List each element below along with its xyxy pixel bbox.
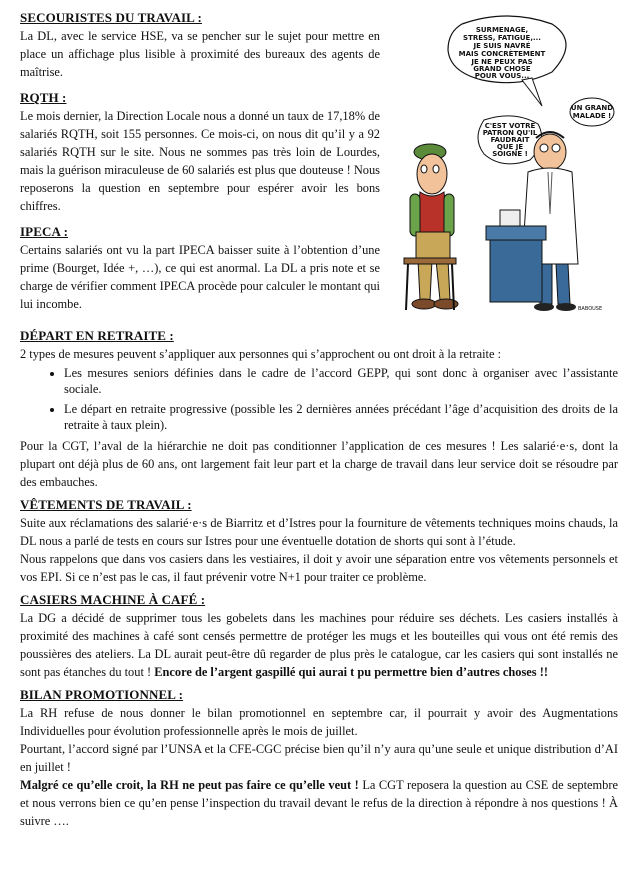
svg-text:POUR VOUS...: POUR VOUS...	[474, 72, 530, 80]
svg-text:JE NE PEUX PAS: JE NE PEUX PAS	[471, 58, 533, 66]
text-secouristes: La DL, avec le service HSE, va se pencher sur le sujet pour mettre en place un affichage plus lisible à proximité des bureaux des agents de maîtrise.	[20, 29, 380, 79]
left-column	[20, 10, 380, 313]
text-bilan-3	[20, 776, 618, 830]
section-ipeca	[20, 224, 380, 313]
text-casiers	[20, 609, 618, 681]
document-page	[20, 10, 618, 830]
text-retraite: Pour la CGT, l’aval de la hiérarchie ne doit pas conditionner l’application de ces mesures ! Les salarié·e·s, dont la plupart ont déjà plus de 60 ans, ont largement fait leur part et la charge de travail dans leur service doit se résoudre par des embauches.	[20, 439, 618, 489]
text-bilan-1: La RH refuse de nous donner le bilan promotionnel en septembre car, il pourrait y avoir des Augmentations Individuelles pour évolution professionnelle après le mois de juillet.	[20, 706, 618, 738]
svg-text:JE SUIS NAVRÉ: JE SUIS NAVRÉ	[473, 42, 531, 50]
heading-ipeca: IPECA :	[20, 224, 69, 239]
text-casiers-body: La DG a décidé de supprimer tous les gobelets dans les machines pour réduire ses déchets. Les casiers installés à proximité des machines à café sont censés permettre de protéger les mugs et les bouteilles qui vous ont été remis des poussières des ateliers. La DL aurait peut-être dû regarder de plus près le catalogue, car les casiers qui sont installés ne sont pas étanches du tout !	[20, 611, 618, 679]
text-casiers-bold: Encore de l’argent gaspillé qui aurai t pu permettre bien d’autres choses !!	[154, 665, 548, 679]
text-bilan-end: La CGT reposera la question au CSE de septembre et nous verrons bien ce qu’en pense l’inspection du travail devant le refus de la direction à répondre à nos questions ! À suivre ….	[20, 778, 619, 828]
list-item: • Le départ en retraite progressive (possible les 2 dernières années précédant l’âge d’acquisition des droits de la retraite à taux plein).	[64, 401, 618, 433]
section-retraite	[20, 328, 618, 491]
text-bilan-bold: Malgré ce qu’elle croit, la RH ne peut pas faire ce qu’elle veut !	[20, 778, 359, 792]
svg-text:STRESS, FATIGUE,...: STRESS, FATIGUE,...	[463, 34, 541, 42]
svg-text:SOIGNE !: SOIGNE !	[492, 150, 528, 158]
svg-text:GRAND CHOSE: GRAND CHOSE	[473, 65, 531, 73]
cartoon-illustration	[402, 14, 618, 316]
section-vetements	[20, 497, 618, 586]
retraite-bullet-list	[20, 365, 618, 433]
heading-secouristes: SECOURISTES DU TRAVAIL :	[20, 10, 202, 25]
heading-rqth: RQTH :	[20, 90, 67, 105]
bubble-patient-text	[571, 104, 613, 120]
heading-retraite: DÉPART EN RETRAITE :	[20, 328, 174, 343]
svg-text:PATRON QU'IL: PATRON QU'IL	[482, 129, 538, 137]
top-block	[20, 10, 618, 328]
svg-text:MALADE !: MALADE !	[572, 112, 612, 120]
cartoon-signature: BABOUSE	[578, 306, 603, 312]
heading-vetements: VÊTEMENTS DE TRAVAIL :	[20, 497, 192, 512]
patient-figure	[404, 144, 458, 310]
section-bilan	[20, 687, 618, 830]
svg-text:MAIS CONCRÈTEMENT: MAIS CONCRÈTEMENT	[458, 50, 546, 58]
section-casiers	[20, 592, 618, 681]
text-vetements-2: Nous rappelons que dans vos casiers dans les vestiaires, il doit y avoir une séparation entre vos vêtements personnels et vos EPI. Si ce n’est pas le cas, il faut prévenir votre N+1 pour traiter ce problème.	[20, 552, 618, 584]
svg-text:UN GRAND: UN GRAND	[570, 104, 614, 112]
section-rqth	[20, 90, 380, 215]
svg-text:FAUDRAIT: FAUDRAIT	[490, 136, 530, 144]
heading-bilan: BILAN PROMOTIONNEL :	[20, 687, 184, 702]
heading-casiers: CASIERS MACHINE À CAFÉ :	[20, 592, 206, 607]
text-retraite-intro: 2 types de mesures peuvent s’appliquer aux personnes qui s’approchent ou ont droit à la retraite :	[20, 347, 502, 361]
section-secouristes	[20, 10, 380, 81]
list-item: • Les mesures seniors définies dans le cadre de l’accord GEPP, qui sont donc à organiser avec l’assistante sociale.	[64, 365, 618, 397]
text-ipeca: Certains salariés ont vu la part IPECA baisser suite à l’obtention d’une prime (Bourget, Idée +, …), ce qui est anormal. La DL a pris note et se charge de vérifier comment IPECA procède pour calculer le montant qui lui incombe.	[20, 243, 380, 311]
svg-text:QUE JE: QUE JE	[496, 143, 524, 151]
text-rqth: Le mois dernier, la Direction Locale nous a donné un taux de 17,18% de salariés RQTH, soit 155 personnes. Ce mois-ci, on nous dit qu’il y a 92 salariés RQTH sur le site. Nous ne sommes pas très loin de Lourdes, mais la guérison miraculeuse de 60 salariés est plus que douteuse ! Nous reposerons la question en septembre pour espérer avoir les bons chiffres.	[20, 109, 380, 213]
svg-text:SURMENAGE,: SURMENAGE,	[475, 26, 529, 34]
text-vetements-1: Suite aux réclamations des salarié·e·s de Biarritz et d’Istres pour la fourniture de vêtements techniques moins chauds, la DL nous a parlé de tests en cours sur Istres pour une éventuelle dotation de shorts qui sont à l’étude.	[20, 516, 618, 548]
svg-text:C'EST VOTRE: C'EST VOTRE	[484, 122, 536, 130]
text-bilan-2: Pourtant, l’accord signé par l’UNSA et la CFE-CGC précise bien qu’il n’y aura qu’une seule et unique distribution d’AI en juillet !	[20, 742, 618, 774]
